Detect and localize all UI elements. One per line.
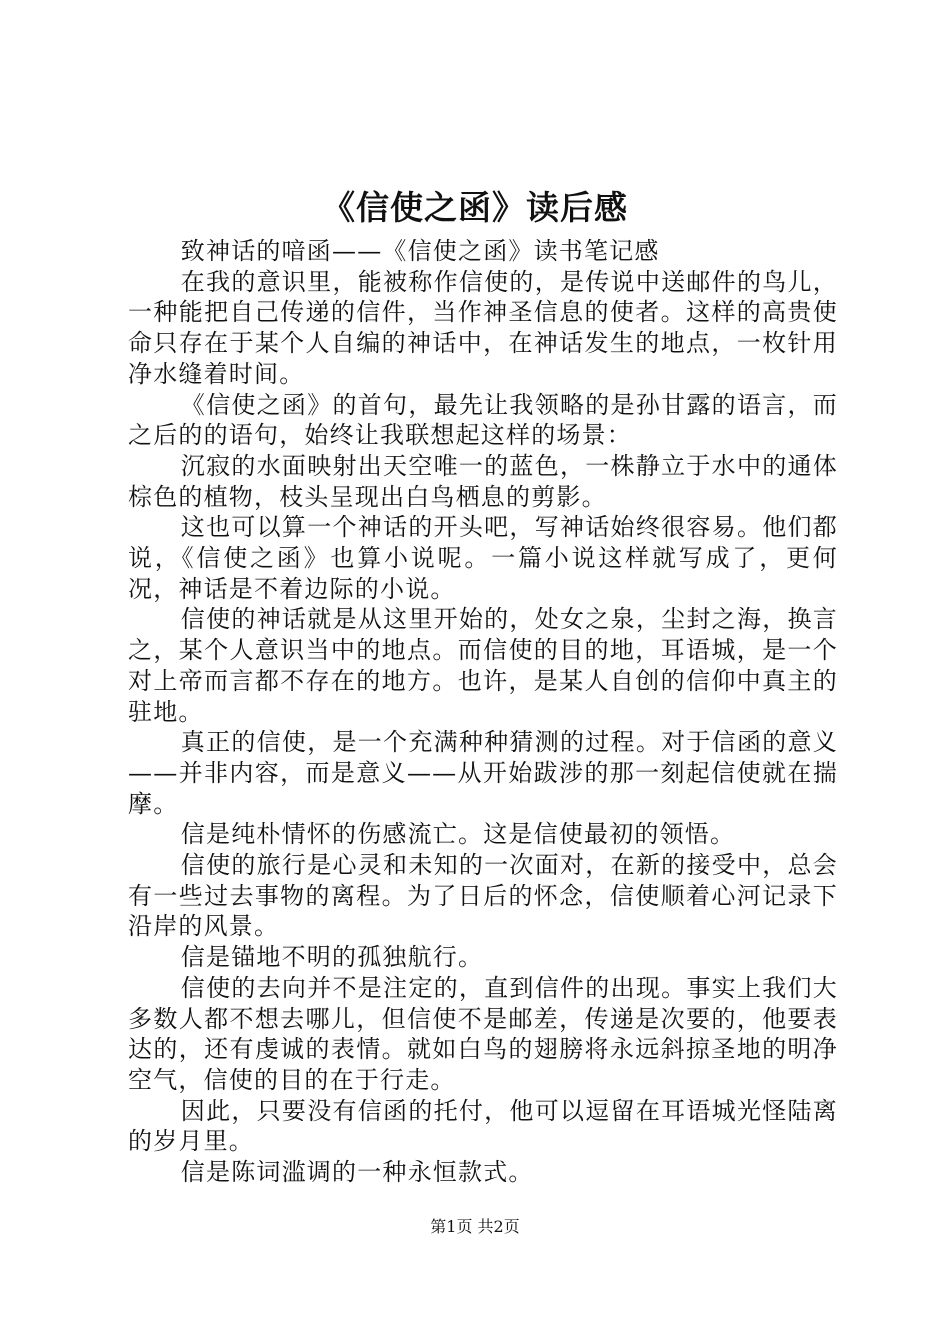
paragraph: 这也可以算一个神话的开头吧，写神话始终很容易。他们都说，《信使之函》也算小说呢。一篇小说这样就写成了，更何况，神话是不着边际的小说。 bbox=[128, 513, 838, 603]
paragraph: 在我的意识里，能被称作信使的，是传说中送邮件的鸟儿，一种能把自己传递的信件，当作神圣信息的使者。这样的高贵使命只存在于某个人自编的神话中，在神话发生的地点，一枚针用净水缝着时间。 bbox=[128, 267, 838, 388]
page-number-footer: 第1页 共2页 bbox=[430, 1217, 520, 1236]
paragraph: 真正的信使，是一个充满种种猜测的过程。对于信函的意义——并非内容，而是意义——从开始跋涉的那一刻起信使就在揣摩。 bbox=[128, 728, 838, 818]
document-title: 《信使之函》读后感 bbox=[322, 188, 628, 227]
document-body bbox=[128, 236, 838, 1188]
paragraph: 信是纯朴情怀的伤感流亡。这是信使最初的领悟。 bbox=[180, 820, 736, 849]
paragraph: 《信使之函》的首句，最先让我领略的是孙甘露的语言，而之后的的语句，始终让我联想起这样的场景： bbox=[128, 390, 838, 450]
paragraph: 信是锚地不明的孤独航行。 bbox=[180, 943, 484, 972]
paragraph-subtitle: 致神话的喑函——《信使之函》读书笔记感 bbox=[180, 237, 660, 265]
paragraph: 沉寂的水面映射出天空唯一的蓝色，一株静立于水中的通体棕色的植物，枝头呈现出白鸟栖息的剪影。 bbox=[128, 451, 838, 511]
paragraph: 因此，只要没有信函的托付，他可以逗留在耳语城光怪陆离的岁月里。 bbox=[128, 1096, 838, 1156]
paragraph: 信是陈词滥调的一种永恒款式。 bbox=[180, 1158, 534, 1187]
paragraph: 信使的去向并不是注定的，直到信件的出现。事实上我们大多数人都不想去哪儿，但信使不是邮差，传递是次要的，他要表达的，还有虔诚的表情。就如白鸟的翅膀将永远斜掠圣地的明净空气，信使的目的在于行走。 bbox=[128, 973, 838, 1094]
paragraph: 信使的神话就是从这里开始的，处女之泉，尘封之海，换言之，某个人意识当中的地点。而信使的目的地，耳语城，是一个对上帝而言都不存在的地方。也许，是某人自创的信仰中真主的驻地。 bbox=[128, 605, 838, 726]
paragraph: 信使的旅行是心灵和未知的一次面对，在新的接受中，总会有一些过去事物的离程。为了日后的怀念，信使顺着心河记录下沿岸的风景。 bbox=[128, 851, 838, 941]
